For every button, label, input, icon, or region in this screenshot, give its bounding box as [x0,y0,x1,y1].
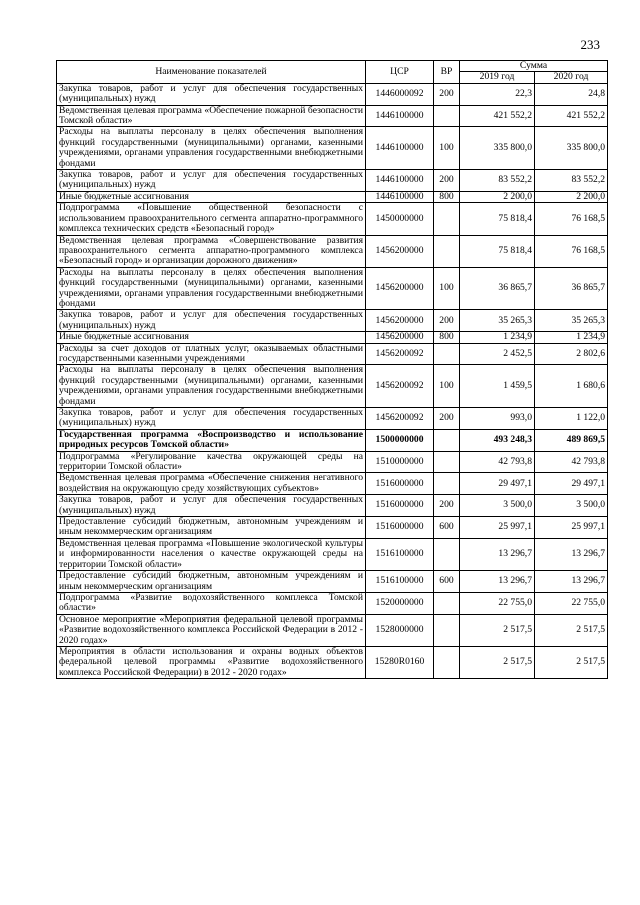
row-vr-cell [434,473,460,495]
row-vr-cell: 100 [434,267,460,310]
row-name-cell: Закупка товаров, работ и услуг для обеспечения государственных (муниципальных) нужд [57,408,366,430]
row-2020-cell: 2 802,6 [535,343,608,365]
row-csr-cell: 1456200092 [366,408,434,430]
row-2019-cell: 42 793,8 [460,451,535,473]
row-csr-cell: 1446100000 [366,105,434,127]
row-vr-cell: 100 [434,127,460,170]
row-csr-cell: 1500000000 [366,429,434,451]
row-name-cell: Расходы на выплаты персоналу в целях обеспечения выполнения функций государственными (муниципальными) органами, казенными учреждениями, органами управления государственными внебюджетными фондами [57,267,366,310]
row-csr-cell: 1456200000 [366,332,434,343]
row-name-cell: Ведомственная целевая программа «Повышение экологической культуры и информированности населения о качестве окружающей среды на территории Томской области» [57,538,366,570]
table-row [57,267,608,310]
row-csr-cell: 1446100000 [366,191,434,202]
row-vr-cell: 800 [434,332,460,343]
row-csr-cell: 1516100000 [366,538,434,570]
row-csr-cell: 1520000000 [366,592,434,614]
row-2019-cell: 421 552,2 [460,105,535,127]
row-vr-cell: 600 [434,571,460,593]
table-body [57,83,608,678]
row-csr-cell: 1456200000 [366,267,434,310]
row-2020-cell: 13 296,7 [535,571,608,593]
row-2019-cell: 335 800,0 [460,127,535,170]
row-vr-cell [434,429,460,451]
table-row [57,571,608,593]
row-2019-cell: 1 234,9 [460,332,535,343]
row-vr-cell [434,451,460,473]
table-row [57,235,608,267]
row-name-cell: Расходы на выплаты персоналу в целях обеспечения выполнения функций государственными (муниципальными) органами, казенными учреждениями, органами управления государственными внебюджетными фондами [57,127,366,170]
row-2020-cell: 24,8 [535,83,608,105]
table-row [57,473,608,495]
table-row [57,105,608,127]
row-csr-cell: 1510000000 [366,451,434,473]
row-vr-cell: 200 [434,170,460,192]
row-2019-cell: 993,0 [460,408,535,430]
row-2020-cell: 36 865,7 [535,267,608,310]
row-2019-cell: 2 517,5 [460,614,535,646]
row-2020-cell: 2 517,5 [535,646,608,678]
table-row [57,646,608,678]
row-vr-cell [434,203,460,235]
row-2019-cell: 83 552,2 [460,170,535,192]
row-2019-cell: 493 248,3 [460,429,535,451]
header-vr: ВР [434,61,460,84]
row-2019-cell: 25 997,1 [460,517,535,539]
row-name-cell: Иные бюджетные ассигнования [57,191,366,202]
row-csr-cell: 1456200092 [366,365,434,408]
row-2020-cell: 35 265,3 [535,310,608,332]
row-csr-cell: 1456200000 [366,310,434,332]
row-name-cell: Закупка товаров, работ и услуг для обеспечения государственных (муниципальных) нужд [57,310,366,332]
row-name-cell: Закупка товаров, работ и услуг для обеспечения государственных (муниципальных) нужд [57,495,366,517]
row-2020-cell: 29 497,1 [535,473,608,495]
row-2019-cell: 2 200,0 [460,191,535,202]
page-number: 233 [580,37,600,52]
header-year-2020: 2020 год [535,72,608,83]
row-name-cell: Предоставление субсидий бюджетным, автономным учреждениям и иным некоммерческим организациям [57,571,366,593]
table-row [57,538,608,570]
row-2019-cell: 13 296,7 [460,538,535,570]
row-vr-cell: 200 [434,495,460,517]
table-row [57,517,608,539]
row-2020-cell: 2 517,5 [535,614,608,646]
table-row [57,191,608,202]
table-row [57,495,608,517]
row-vr-cell [434,235,460,267]
row-2020-cell: 25 997,1 [535,517,608,539]
header-name: Наименование показателей [57,61,366,84]
row-2019-cell: 2 452,5 [460,343,535,365]
row-vr-cell: 200 [434,408,460,430]
row-2020-cell: 1 234,9 [535,332,608,343]
table-row [57,343,608,365]
row-vr-cell [434,592,460,614]
row-name-cell: Подпрограмма «Регулирование качества окружающей среды на территории Томской области» [57,451,366,473]
row-csr-cell: 1446100000 [366,170,434,192]
table-row [57,332,608,343]
row-vr-cell [434,614,460,646]
row-csr-cell: 15280R0160 [366,646,434,678]
row-2019-cell: 75 818,4 [460,235,535,267]
row-csr-cell: 1450000000 [366,203,434,235]
row-name-cell: Мероприятия в области использования и охраны водных объектов федеральной целевой программы «Развитие водохозяйственного комплекса Российской Федерации) в 2012 - 2020 годах» [57,646,366,678]
header-csr: ЦСР [366,61,434,84]
row-2020-cell: 3 500,0 [535,495,608,517]
row-2020-cell: 335 800,0 [535,127,608,170]
row-2020-cell: 13 296,7 [535,538,608,570]
table-header [57,61,608,84]
row-2019-cell: 35 265,3 [460,310,535,332]
row-name-cell: Закупка товаров, работ и услуг для обеспечения государственных (муниципальных) нужд [57,170,366,192]
row-2020-cell: 2 200,0 [535,191,608,202]
table-row [57,127,608,170]
row-csr-cell: 1446100000 [366,127,434,170]
row-2019-cell: 3 500,0 [460,495,535,517]
row-name-cell: Расходы за счет доходов от платных услуг, оказываемых областными государственными казенными учреждениями [57,343,366,365]
row-2020-cell: 42 793,8 [535,451,608,473]
row-2019-cell: 13 296,7 [460,571,535,593]
row-2020-cell: 421 552,2 [535,105,608,127]
row-vr-cell: 200 [434,83,460,105]
row-csr-cell: 1528000000 [366,614,434,646]
row-csr-cell: 1446000092 [366,83,434,105]
row-2019-cell: 29 497,1 [460,473,535,495]
row-vr-cell: 600 [434,517,460,539]
row-csr-cell: 1516000000 [366,517,434,539]
table-row [57,310,608,332]
row-name-cell: Предоставление субсидий бюджетным, автономным учреждениям и иным некоммерческим организациям [57,517,366,539]
table-row [57,614,608,646]
table-row [57,451,608,473]
row-csr-cell: 1456200000 [366,235,434,267]
budget-table [56,60,608,679]
row-name-cell: Ведомственная целевая программа «Обеспечение пожарной безопасности Томской области» [57,105,366,127]
row-2020-cell: 1 122,0 [535,408,608,430]
row-vr-cell [434,105,460,127]
row-vr-cell [434,646,460,678]
row-name-cell: Государственная программа «Воспроизводство и использование природных ресурсов Томской области» [57,429,366,451]
row-vr-cell: 200 [434,310,460,332]
row-2019-cell: 1 459,5 [460,365,535,408]
row-2020-cell: 22 755,0 [535,592,608,614]
table-row [57,592,608,614]
header-year-2019: 2019 год [460,72,535,83]
row-vr-cell: 100 [434,365,460,408]
row-csr-cell: 1516100000 [366,571,434,593]
table-row [57,429,608,451]
row-csr-cell: 1516000000 [366,473,434,495]
row-2019-cell: 22 755,0 [460,592,535,614]
header-sum: Сумма [460,61,608,72]
row-2020-cell: 76 168,5 [535,235,608,267]
row-vr-cell [434,343,460,365]
row-2020-cell: 1 680,6 [535,365,608,408]
row-2019-cell: 36 865,7 [460,267,535,310]
row-2020-cell: 83 552,2 [535,170,608,192]
table-row [57,83,608,105]
row-2020-cell: 76 168,5 [535,203,608,235]
table-row [57,408,608,430]
row-name-cell: Расходы на выплаты персоналу в целях обеспечения выполнения функций государственными (муниципальными) органами, казенными учреждениями, органами управления государственными внебюджетными фондами [57,365,366,408]
table-row [57,203,608,235]
table-row [57,170,608,192]
table-row [57,365,608,408]
row-2019-cell: 75 818,4 [460,203,535,235]
row-vr-cell: 800 [434,191,460,202]
row-csr-cell: 1516000000 [366,495,434,517]
row-name-cell: Основное мероприятие «Мероприятия федеральной целевой программы «Развитие водохозяйственного комплекса Российской Федерации в 2012 - 2020 годах» [57,614,366,646]
row-name-cell: Подпрограмма «Развитие водохозяйственного комплекса Томской области» [57,592,366,614]
row-2020-cell: 489 869,5 [535,429,608,451]
row-2019-cell: 22,3 [460,83,535,105]
row-vr-cell [434,538,460,570]
row-2019-cell: 2 517,5 [460,646,535,678]
row-name-cell: Закупка товаров, работ и услуг для обеспечения государственных (муниципальных) нужд [57,83,366,105]
row-name-cell: Ведомственная целевая программа «Совершенствование развития правоохранительного сегмента аппаратно-программного комплекса «Безопасный город» и организации дорожного движения» [57,235,366,267]
row-name-cell: Ведомственная целевая программа «Обеспечение снижения негативного воздействия на окружающую среду хозяйствующих субъектов» [57,473,366,495]
row-csr-cell: 1456200092 [366,343,434,365]
row-name-cell: Подпрограмма «Повышение общественной безопасности с использованием правоохранительного сегмента аппаратно-программного комплекса технических средств «Безопасный город» [57,203,366,235]
row-name-cell: Иные бюджетные ассигнования [57,332,366,343]
